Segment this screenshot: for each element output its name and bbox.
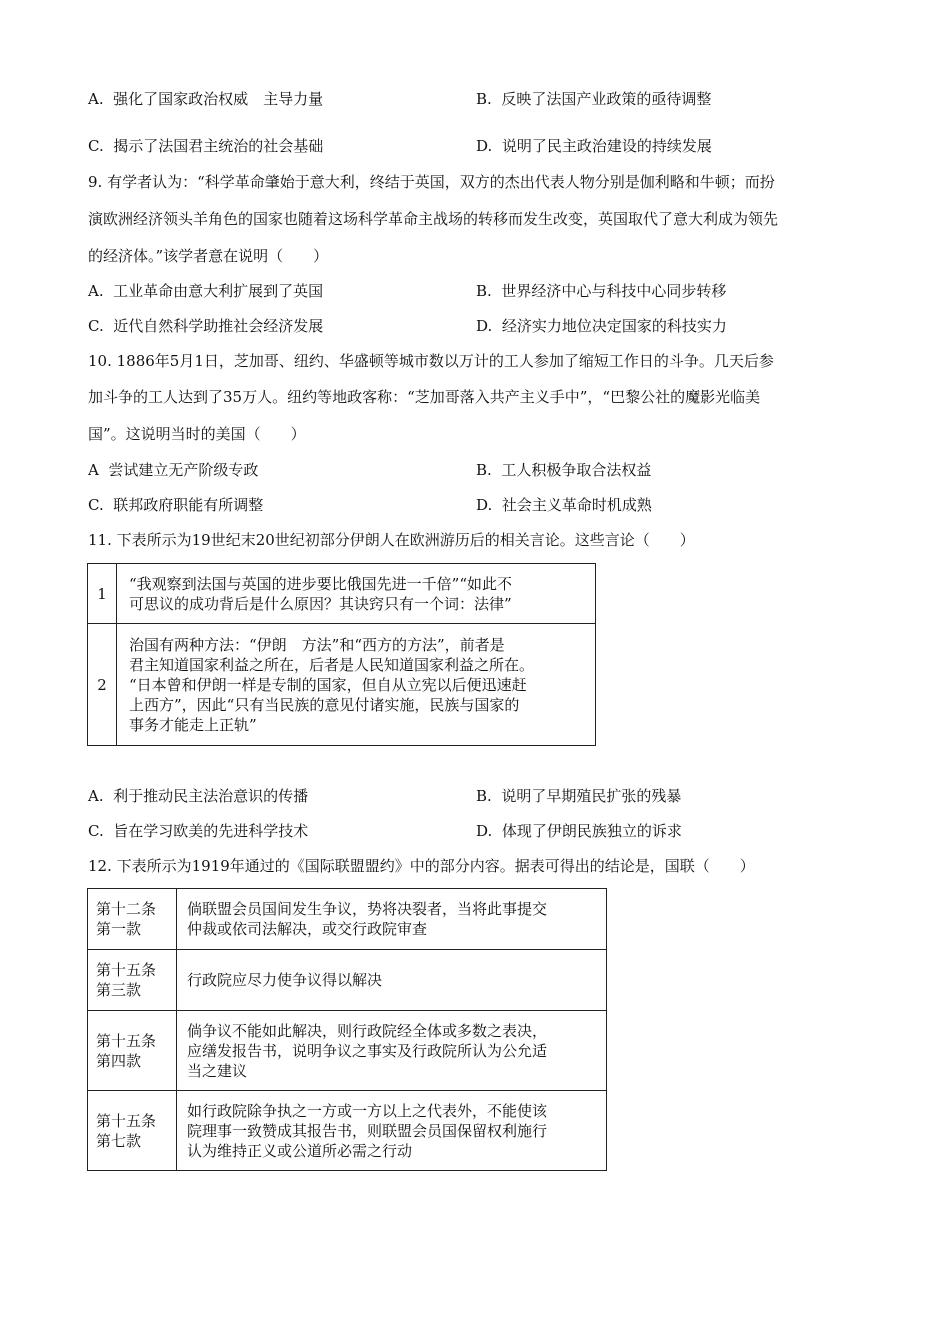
row-number: 2: [88, 624, 117, 746]
q8-option-d: D. 说明了民主政治建设的持续发展: [476, 137, 712, 155]
q11-stem: 11. 下表所示为19世纪末20世纪初部分伊朗人在欧洲游历后的相关言论。这些言论（ ）: [88, 531, 695, 549]
q10-stem-line-3: 国”。这说明当时的美国（ ）: [88, 425, 306, 443]
q10-option-d: D. 社会主义革命时机成熟: [476, 496, 652, 514]
q10-option-b: B. 工人积极争取合法权益: [476, 461, 652, 479]
q11-option-d: D. 体现了伊朗民族独立的诉求: [476, 822, 682, 840]
q9-option-b: B. 世界经济中心与科技中心同步转移: [476, 282, 727, 300]
q12-stem: 12. 下表所示为1919年通过的《国际联盟盟约》中的部分内容。据表可得出的结论是，国联（ ）: [88, 857, 755, 875]
row-text: “我观察到法国与英国的进步要比俄国先进一千倍”“如此不 可思议的成功背后是什么原因？其诀窍只有一个词：法律”: [117, 564, 596, 624]
q9-stem-line-3: 的经济体。”该学者意在说明（ ）: [88, 247, 329, 265]
table-row: [88, 624, 596, 746]
q8-option-c: C. 揭示了法国君主统治的社会基础: [88, 137, 324, 155]
q10-option-a: A 尝试建立无产阶级专政: [88, 461, 259, 479]
q10-stem-line-1: 10. 1886年5月1日，芝加哥、纽约、华盛顿等城市数以万计的工人参加了缩短工作日的斗争。几天后参: [88, 352, 774, 370]
q10-stem-line-2: 加斗争的工人达到了35万人。纽约等地政客称：“芝加哥落入共产主义手中”，“巴黎公社的魔影光临美: [88, 388, 761, 406]
row-number: 1: [88, 564, 117, 624]
q12-table: [87, 888, 607, 1171]
q11-option-c: C. 旨在学习欧美的先进科学技术: [88, 822, 309, 840]
content-cell: 如行政院除争执之一方或一方以上之代表外，不能使该 院理事一致赞成其报告书，则联盟会员国保留权利施行 认为维持正义或公道所必需之行动: [177, 1091, 607, 1171]
content-cell: 倘联盟会员国间发生争议，势将决裂者，当将此事提交 仲裁或依司法解决，或交行政院审查: [177, 889, 607, 950]
q9-option-d: D. 经济实力地位决定国家的科技实力: [476, 317, 727, 335]
article-cell: 第十五条 第三款: [88, 950, 177, 1011]
article-cell: 第十五条 第四款: [88, 1011, 177, 1091]
article-cell: 第十二条 第一款: [88, 889, 177, 950]
q9-option-c: C. 近代自然科学助推社会经济发展: [88, 317, 324, 335]
table-row: [88, 564, 596, 624]
q9-option-a: A. 工业革命由意大利扩展到了英国: [88, 282, 324, 300]
table-row: [88, 889, 607, 950]
q11-option-b: B. 说明了早期殖民扩张的残暴: [476, 787, 682, 805]
row-text: 治国有两种方法：“伊朗 方法”和“西方的方法”，前者是 君主知道国家利益之所在，后者是人民知道国家利益之所在。 “日本曾和伊朗一样是专制的国家，但自从立宪以后便迅速赶 上西方”，因此“只有当民族的意见付诸实施，民族与国家的 事务才能走上正轨”: [117, 624, 596, 746]
table-row: [88, 950, 607, 1011]
q10-option-c: C. 联邦政府职能有所调整: [88, 496, 264, 514]
table-row: [88, 1091, 607, 1171]
q8-option-b: B. 反映了法国产业政策的亟待调整: [476, 90, 712, 108]
q9-stem-line-1: 9. 有学者认为：“科学革命肇始于意大利，终结于英国，双方的杰出代表人物分别是伽利略和牛顿；而扮: [88, 173, 775, 191]
table-row: [88, 1011, 607, 1091]
q11-table: [87, 563, 596, 746]
content-cell: 行政院应尽力使争议得以解决: [177, 950, 607, 1011]
q8-option-a: A. 强化了国家政治权威 主导力量: [88, 90, 324, 108]
q9-stem-line-2: 演欧洲经济领头羊角色的国家也随着这场科学革命主战场的转移而发生改变，英国取代了意大利成为领先: [88, 210, 779, 228]
article-cell: 第十五条 第七款: [88, 1091, 177, 1171]
q11-option-a: A. 利于推动民主法治意识的传播: [88, 787, 309, 805]
content-cell: 倘争议不能如此解决，则行政院经全体或多数之表决， 应缮发报告书，说明争议之事实及行政院所认为公允适 当之建议: [177, 1011, 607, 1091]
